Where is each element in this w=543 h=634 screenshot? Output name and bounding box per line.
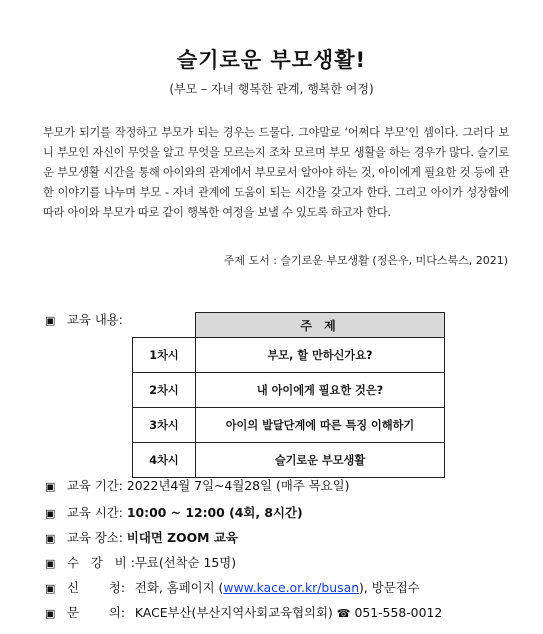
topic-cell: 슬기로운 부모생활 [196,443,445,478]
table-row [133,338,445,373]
fee-label: 수 강 비: [66,555,139,570]
apply-label: 신 청: [66,580,126,595]
intro-paragraph: 부모가 되기를 작정하고 부모가 되는 경우는 드물다. 그야말로 ‘어쩌다 부모’인 셈이다. 그러다 보니 부모인 자신이 무엇을 알고 무엇을 모르는지 조차 모르며 부모 생활을 하는 경우가 많다. 슬기로운 부모생활 시간을 통해 아이와의 관계에서 부모로서 알아야 하는 것, 아이에게 필요한 것 등에 관한 이야기를 나누며 부모 - 자녀 관계에 도움이 되는 시간을 갖고자 한다. 그리고 아이가 성장함에 따라 아이와 부모가 따로 같이 행복한 여정을 보낼 수 있도록 하고자 한다. [43,126,509,219]
session-cell: 1차시 [133,338,196,373]
bullet-icon: ▣ [45,582,56,595]
homepage-link[interactable]: www.kace.or.kr/busan [223,580,360,595]
fee-value: 무료(선착순 15명) [134,555,237,570]
topic-cell: 내 아이에게 필요한 것은? [196,373,445,408]
topic-cell: 부모, 할 만하신가요? [196,338,445,373]
period-value: 2022년4월 7일~4월28일 [126,478,273,493]
period-note: (매주 목요일) [275,478,350,493]
bullet-icon: ▣ [45,532,56,545]
bullet-icon: ▣ [45,607,56,620]
place-value: 비대면 ZOOM 교육 [126,530,238,545]
inquiry-org: KACE부산(부산지역사회교육협의회) [134,605,333,620]
period-label: 교육 기간: [66,478,123,493]
topic-cell: 아이의 발달단계에 따른 특징 이해하기 [196,408,445,443]
inquiry-label: 문 의: [66,605,126,620]
topic-header: 주 제 [196,313,445,338]
apply-row [45,578,420,596]
bullet-icon: ▣ [45,557,56,570]
bullet-icon: ▣ [45,480,56,493]
content-section [45,310,123,328]
table-row [133,373,445,408]
bullet-icon: ▣ [45,507,56,520]
fee-row [45,553,236,571]
table-corner [133,313,196,338]
apply-prefix: 전화, 홈페이지 ( [134,580,224,595]
period-row [45,476,349,494]
time-label: 교육 시간: [66,505,123,520]
bullet-icon: ▣ [45,314,56,327]
apply-suffix: ), 방문접수 [359,580,420,595]
place-row [45,528,238,546]
topics-table [132,312,445,478]
page-title: 슬기로운 부모생활! [176,48,367,72]
table-row [133,408,445,443]
time-value: 10:00 ~ 12:00 (4회, 8시간) [126,505,303,520]
session-cell: 3차시 [133,408,196,443]
content-label: 교육 내용: [66,312,123,327]
reference-book: 주제 도서 : 슬기로운 부모생활 (정은우, 미다스북스, 2021) [223,254,508,267]
place-label: 교육 장소: [66,530,123,545]
time-row [45,503,303,521]
phone-icon: ☎ [336,607,351,620]
inquiry-phone: 051-558-0012 [354,605,443,620]
session-cell: 4차시 [133,443,196,478]
table-header-row [133,313,445,338]
table-row [133,443,445,478]
session-cell: 2차시 [133,373,196,408]
page-subtitle: (부모 – 자녀 행복한 관계, 행복한 여정) [169,82,374,96]
inquiry-row [45,603,442,621]
